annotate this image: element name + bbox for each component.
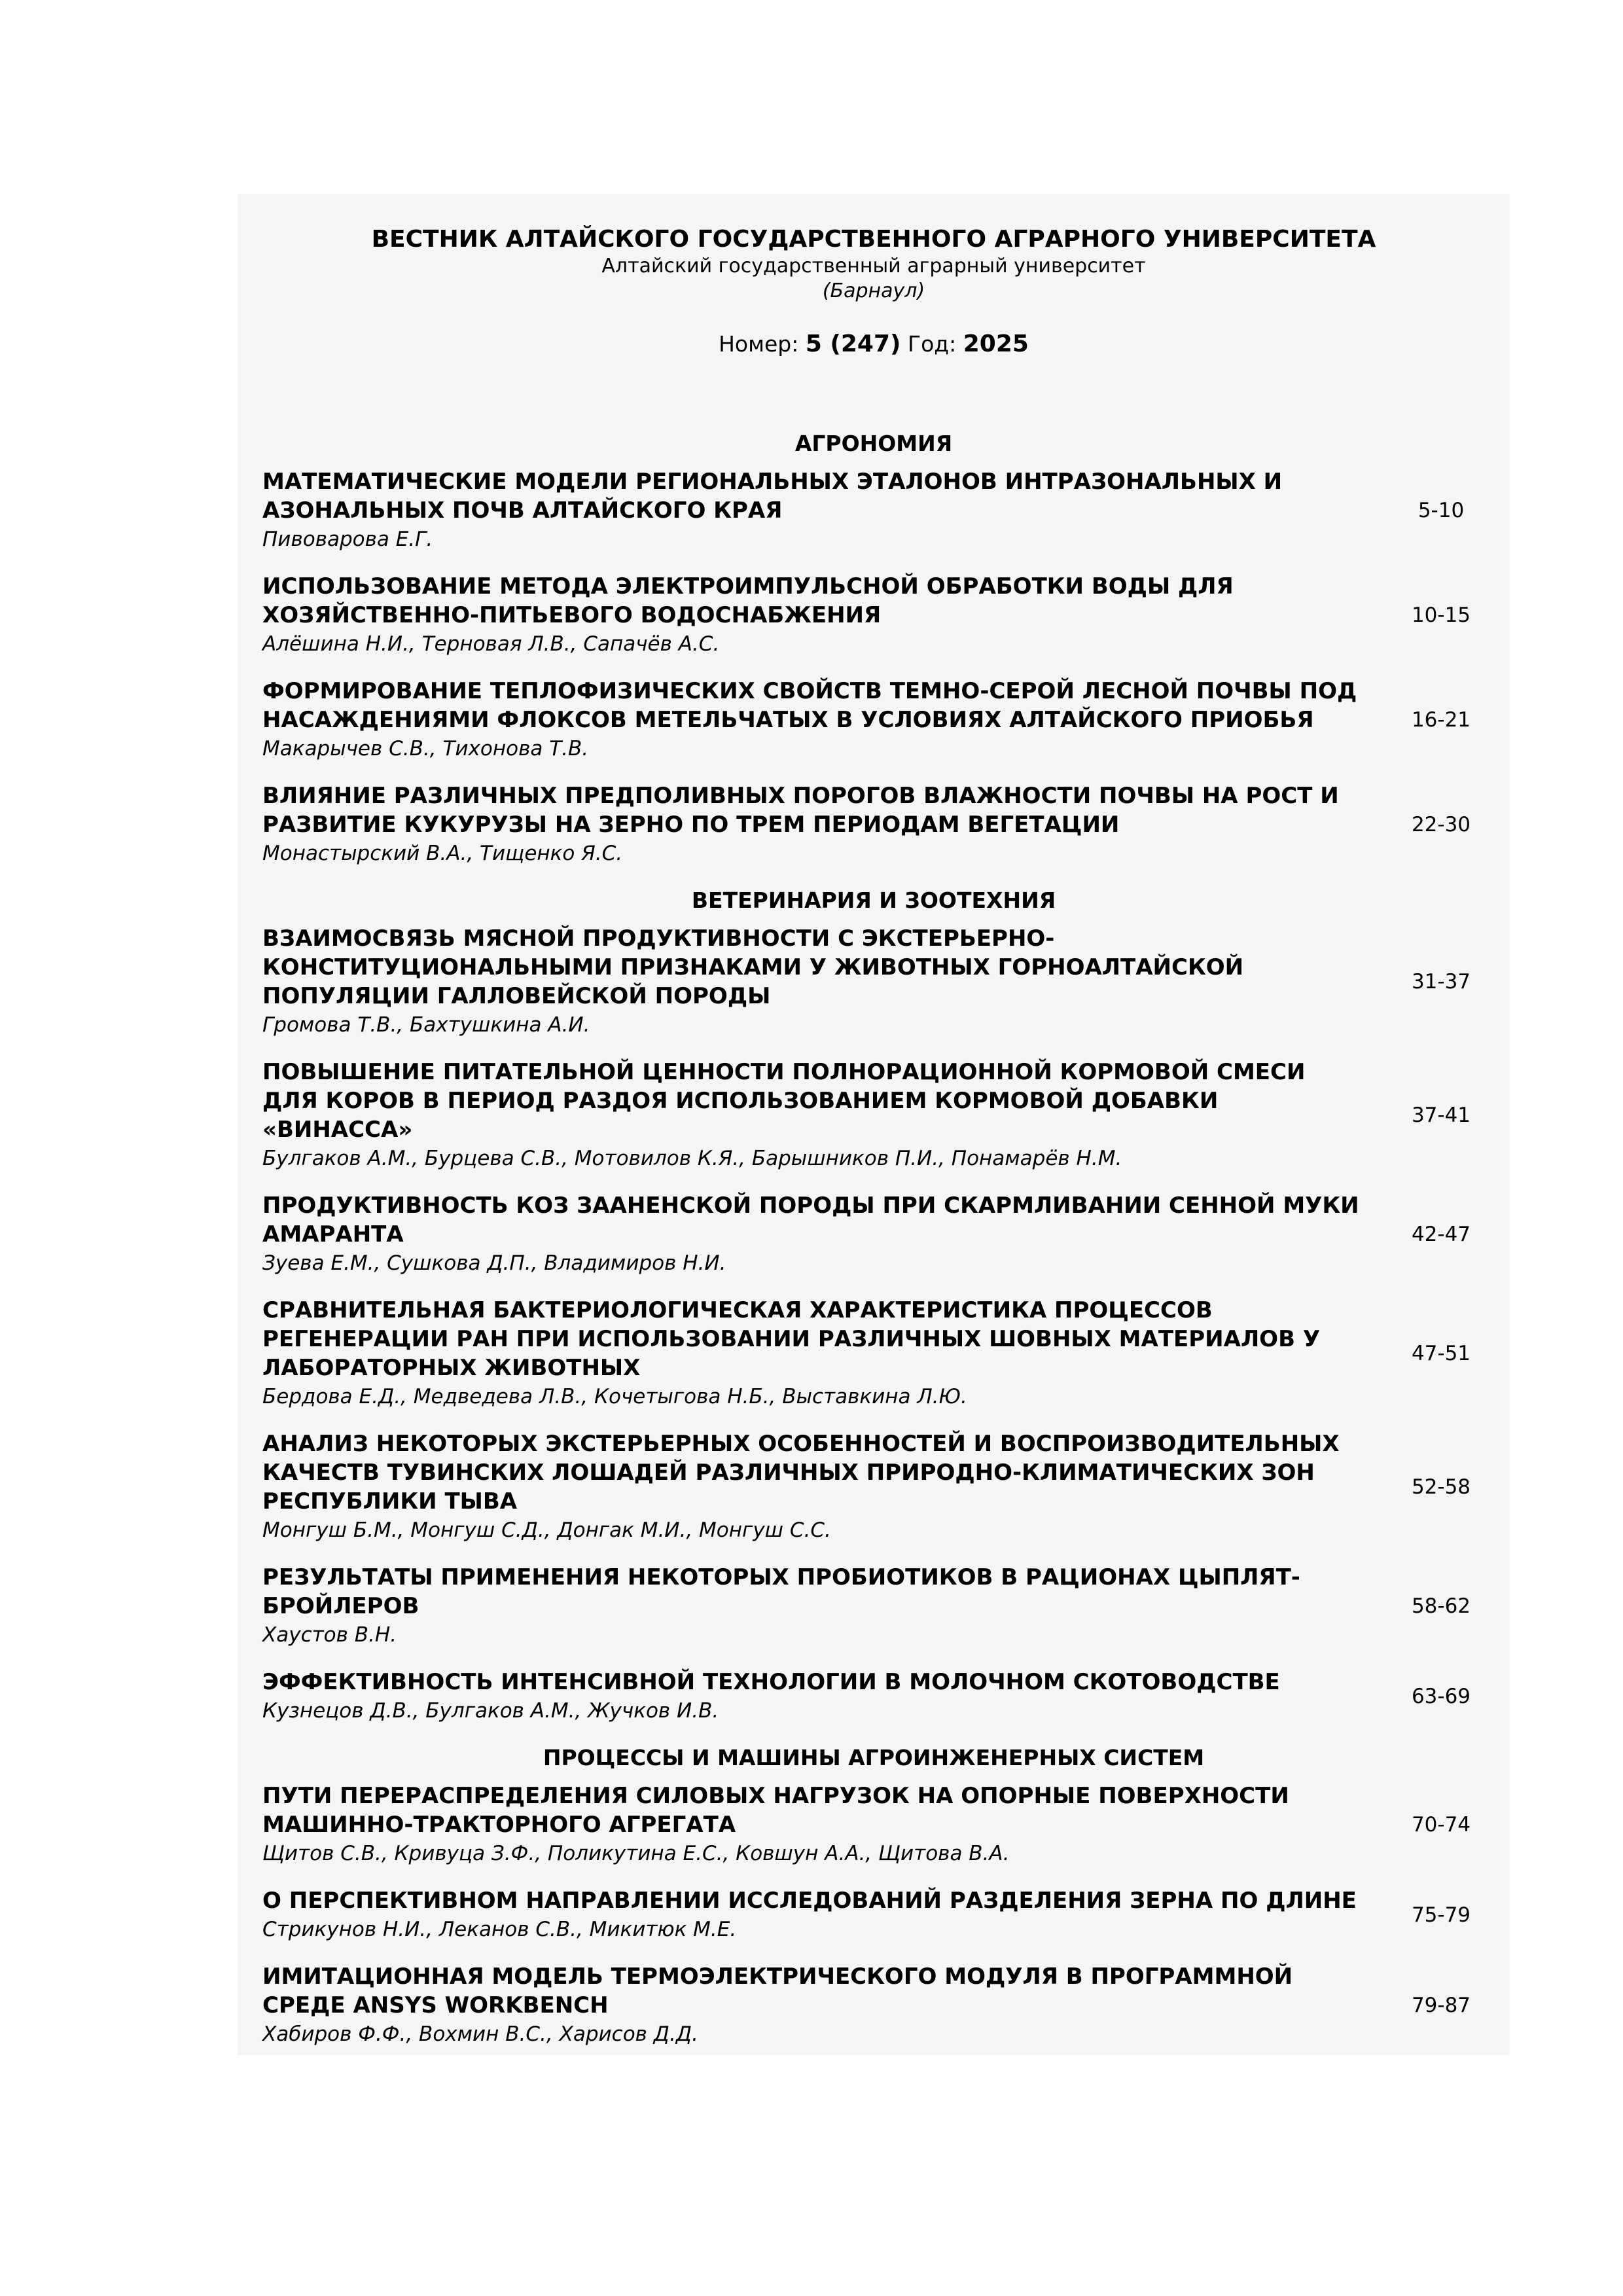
article-authors: Бердова Е.Д., Медведева Л.В., Кочетыгова Н.Б., Выставкина Л.Ю. <box>262 1385 967 1408</box>
article-title[interactable]: СРАВНИТЕЛЬНАЯ БАКТЕРИОЛОГИЧЕСКАЯ ХАРАКТЕРИСТИКА ПРОЦЕССОВ РЕГЕНЕРАЦИИ РАН ПРИ ИСПОЛЬЗОВАНИИ РАЗЛИЧНЫХ ШОВНЫХ МАТЕРИАЛОВ У ЛАБОРАТОРНЫХ ЖИВОТНЫХ <box>262 1297 1321 1381</box>
contents-panel <box>238 194 1510 2055</box>
article-title[interactable]: ПОВЫШЕНИЕ ПИТАТЕЛЬНОЙ ЦЕННОСТИ ПОЛНОРАЦИОННОЙ КОРМОВОЙ СМЕСИ ДЛЯ КОРОВ В ПЕРИОД РАЗДОЯ ИСПОЛЬЗОВАНИЕМ КОРМОВОЙ ДОБАВКИ «ВИНАССА» <box>262 1059 1306 1143</box>
article-authors: Монастырский В.А., Тищенко Я.С. <box>262 842 623 865</box>
article-title[interactable]: ПУТИ ПЕРЕРАСПРЕДЕЛЕНИЯ СИЛОВЫХ НАГРУЗОК НА ОПОРНЫЕ ПОВЕРХНОСТИ МАШИННО-ТРАКТОРНОГО АГРЕГАТА <box>262 1783 1289 1838</box>
issue-info <box>238 330 1510 359</box>
article-entry[interactable] <box>238 1296 1510 1411</box>
article-pages: 5-10 <box>1418 499 1465 522</box>
article-authors: Щитов С.В., Кривуца З.Ф., Поликутина Е.С., Ковшун А.А., Щитова В.А. <box>262 1842 1010 1865</box>
issue-number: 5 (247) <box>805 331 901 357</box>
article-title[interactable]: АНАЛИЗ НЕКОТОРЫХ ЭКСТЕРЬЕРНЫХ ОСОБЕННОСТЕЙ И ВОСПРОИЗВОДИТЕЛЬНЫХ КАЧЕСТВ ТУВИНСКИХ ЛОШАДЕЙ РАЗЛИЧНЫХ ПРИРОДНО-КЛИМАТИЧЕСКИХ ЗОН РЕСПУБЛИКИ ТЫВА <box>262 1431 1340 1515</box>
section-heading: АГРОНОМИЯ <box>794 431 953 456</box>
article-entry[interactable] <box>238 924 1510 1039</box>
article-pages: 10-15 <box>1411 603 1471 627</box>
article-pages: 42-47 <box>1411 1223 1471 1246</box>
article-entry[interactable] <box>238 1563 1510 1649</box>
article-pages: 79-87 <box>1411 1994 1471 2017</box>
article-pages: 63-69 <box>1411 1685 1471 1708</box>
article-title[interactable]: МАТЕМАТИЧЕСКИЕ МОДЕЛИ РЕГИОНАЛЬНЫХ ЭТАЛОНОВ ИНТРАЗОНАЛЬНЫХ И АЗОНАЛЬНЫХ ПОЧВ АЛТАЙСКОГО КРАЯ <box>262 469 1283 524</box>
article-entry[interactable] <box>238 781 1510 868</box>
article-entry[interactable] <box>238 572 1510 658</box>
section-heading: ПРОЦЕССЫ И МАШИНЫ АГРОИНЖЕНЕРНЫХ СИСТЕМ <box>543 1745 1205 1770</box>
article-title[interactable]: ВЗАИМОСВЯЗЬ МЯСНОЙ ПРОДУКТИВНОСТИ С ЭКСТЕРЬЕРНО-КОНСТИТУЦИОНАЛЬНЫМИ ПРИЗНАКАМИ У ЖИВОТНЫХ ГОРНОАЛТАЙСКОЙ ПОПУЛЯЦИИ ГАЛЛОВЕЙСКОЙ ПОРОДЫ <box>262 925 1244 1009</box>
article-title[interactable]: ФОРМИРОВАНИЕ ТЕПЛОФИЗИЧЕСКИХ СВОЙСТВ ТЕМНО-СЕРОЙ ЛЕСНОЙ ПОЧВЫ ПОД НАСАЖДЕНИЯМИ ФЛОКСОВ МЕТЕЛЬЧАТЫХ В УСЛОВИЯХ АЛТАЙСКОГО ПРИОБЬЯ <box>262 678 1357 733</box>
article-title[interactable]: ИМИТАЦИОННАЯ МОДЕЛЬ ТЕРМОЭЛЕКТРИЧЕСКОГО МОДУЛЯ В ПРОГРАММНОЙ СРЕДЕ ANSYS WORKBENCH <box>262 1964 1293 2018</box>
article-entry[interactable] <box>238 467 1510 554</box>
article-title[interactable]: О ПЕРСПЕКТИВНОМ НАПРАВЛЕНИИ ИССЛЕДОВАНИЙ РАЗДЕЛЕНИЯ ЗЕРНА ПО ДЛИНЕ <box>262 1888 1357 1914</box>
publisher-name: Алтайский государственный аграрный университет <box>601 255 1146 278</box>
article-entry[interactable] <box>238 1668 1510 1725</box>
article-authors: Алёшина Н.И., Терновая Л.В., Сапачёв А.С. <box>262 632 720 656</box>
journal-title: ВЕСТНИК АЛТАЙСКОГО ГОСУДАРСТВЕННОГО АГРАРНОГО УНИВЕРСИТЕТА <box>371 226 1376 253</box>
article-pages: 16-21 <box>1411 708 1471 732</box>
article-pages: 70-74 <box>1411 1813 1471 1837</box>
issue-year: 2025 <box>963 331 1029 357</box>
article-title[interactable]: РЕЗУЛЬТАТЫ ПРИМЕНЕНИЯ НЕКОТОРЫХ ПРОБИОТИКОВ В РАЦИОНАХ ЦЫПЛЯТ-БРОЙЛЕРОВ <box>262 1564 1300 1619</box>
article-entry[interactable] <box>238 1962 1510 2049</box>
article-pages: 75-79 <box>1411 1903 1471 1927</box>
article-pages: 31-37 <box>1411 970 1471 994</box>
article-entry[interactable] <box>238 1782 1510 1868</box>
article-entry[interactable] <box>238 677 1510 763</box>
article-authors: Макарычев С.В., Тихонова Т.В. <box>262 737 589 761</box>
publisher-city: (Барнаул) <box>822 279 925 302</box>
article-pages: 58-62 <box>1411 1594 1471 1618</box>
article-authors: Зуева Е.М., Сушкова Д.П., Владимиров Н.И. <box>262 1251 726 1275</box>
article-authors: Кузнецов Д.В., Булгаков А.М., Жучков И.В. <box>262 1699 719 1723</box>
article-pages: 47-51 <box>1411 1342 1471 1365</box>
article-authors: Булгаков А.М., Бурцева С.В., Мотовилов К.Я., Барышников П.И., Понамарёв Н.М. <box>262 1147 1122 1170</box>
article-authors: Громова Т.В., Бахтушкина А.И. <box>262 1013 590 1037</box>
article-entry[interactable] <box>238 1886 1510 1944</box>
article-entry[interactable] <box>238 1191 1510 1278</box>
article-title[interactable]: ЭФФЕКТИВНОСТЬ ИНТЕНСИВНОЙ ТЕХНОЛОГИИ В МОЛОЧНОМ СКОТОВОДСТВЕ <box>262 1669 1280 1695</box>
article-authors: Стрикунов Н.И., Леканов С.В., Микитюк М.Е. <box>262 1918 737 1941</box>
article-authors: Пивоварова Е.Г. <box>262 528 433 551</box>
article-entry[interactable] <box>238 1429 1510 1545</box>
article-pages: 37-41 <box>1411 1103 1471 1127</box>
issue-label: Номер: <box>719 331 799 357</box>
table-of-contents <box>238 429 1510 2067</box>
article-authors: Монгуш Б.М., Монгуш С.Д., Донгак М.И., Монгуш С.С. <box>262 1518 831 1542</box>
section-heading: ВЕТЕРИНАРИЯ И ЗООТЕХНИЯ <box>691 888 1056 913</box>
article-authors: Хабиров Ф.Ф., Вохмин В.С., Харисов Д.Д. <box>262 2022 698 2046</box>
article-entry[interactable] <box>238 1058 1510 1173</box>
year-label: Год: <box>907 331 957 357</box>
article-pages: 22-30 <box>1411 813 1471 836</box>
article-title[interactable]: ПРОДУКТИВНОСТЬ КОЗ ЗААНЕНСКОЙ ПОРОДЫ ПРИ СКАРМЛИВАНИИ СЕННОЙ МУКИ АМАРАНТА <box>262 1193 1359 1247</box>
article-title[interactable]: ВЛИЯНИЕ РАЗЛИЧНЫХ ПРЕДПОЛИВНЫХ ПОРОГОВ ВЛАЖНОСТИ ПОЧВЫ НА РОСТ И РАЗВИТИЕ КУКУРУЗЫ НА ЗЕРНО ПО ТРЕМ ПЕРИОДАМ ВЕГЕТАЦИИ <box>262 783 1339 838</box>
article-authors: Хаустов В.Н. <box>262 1623 397 1647</box>
article-pages: 52-58 <box>1411 1475 1471 1499</box>
article-title[interactable]: ИСПОЛЬЗОВАНИЕ МЕТОДА ЭЛЕКТРОИМПУЛЬСНОЙ ОБРАБОТКИ ВОДЫ ДЛЯ ХОЗЯЙСТВЕННО-ПИТЬЕВОГО ВОДОСНАБЖЕНИЯ <box>262 573 1234 628</box>
